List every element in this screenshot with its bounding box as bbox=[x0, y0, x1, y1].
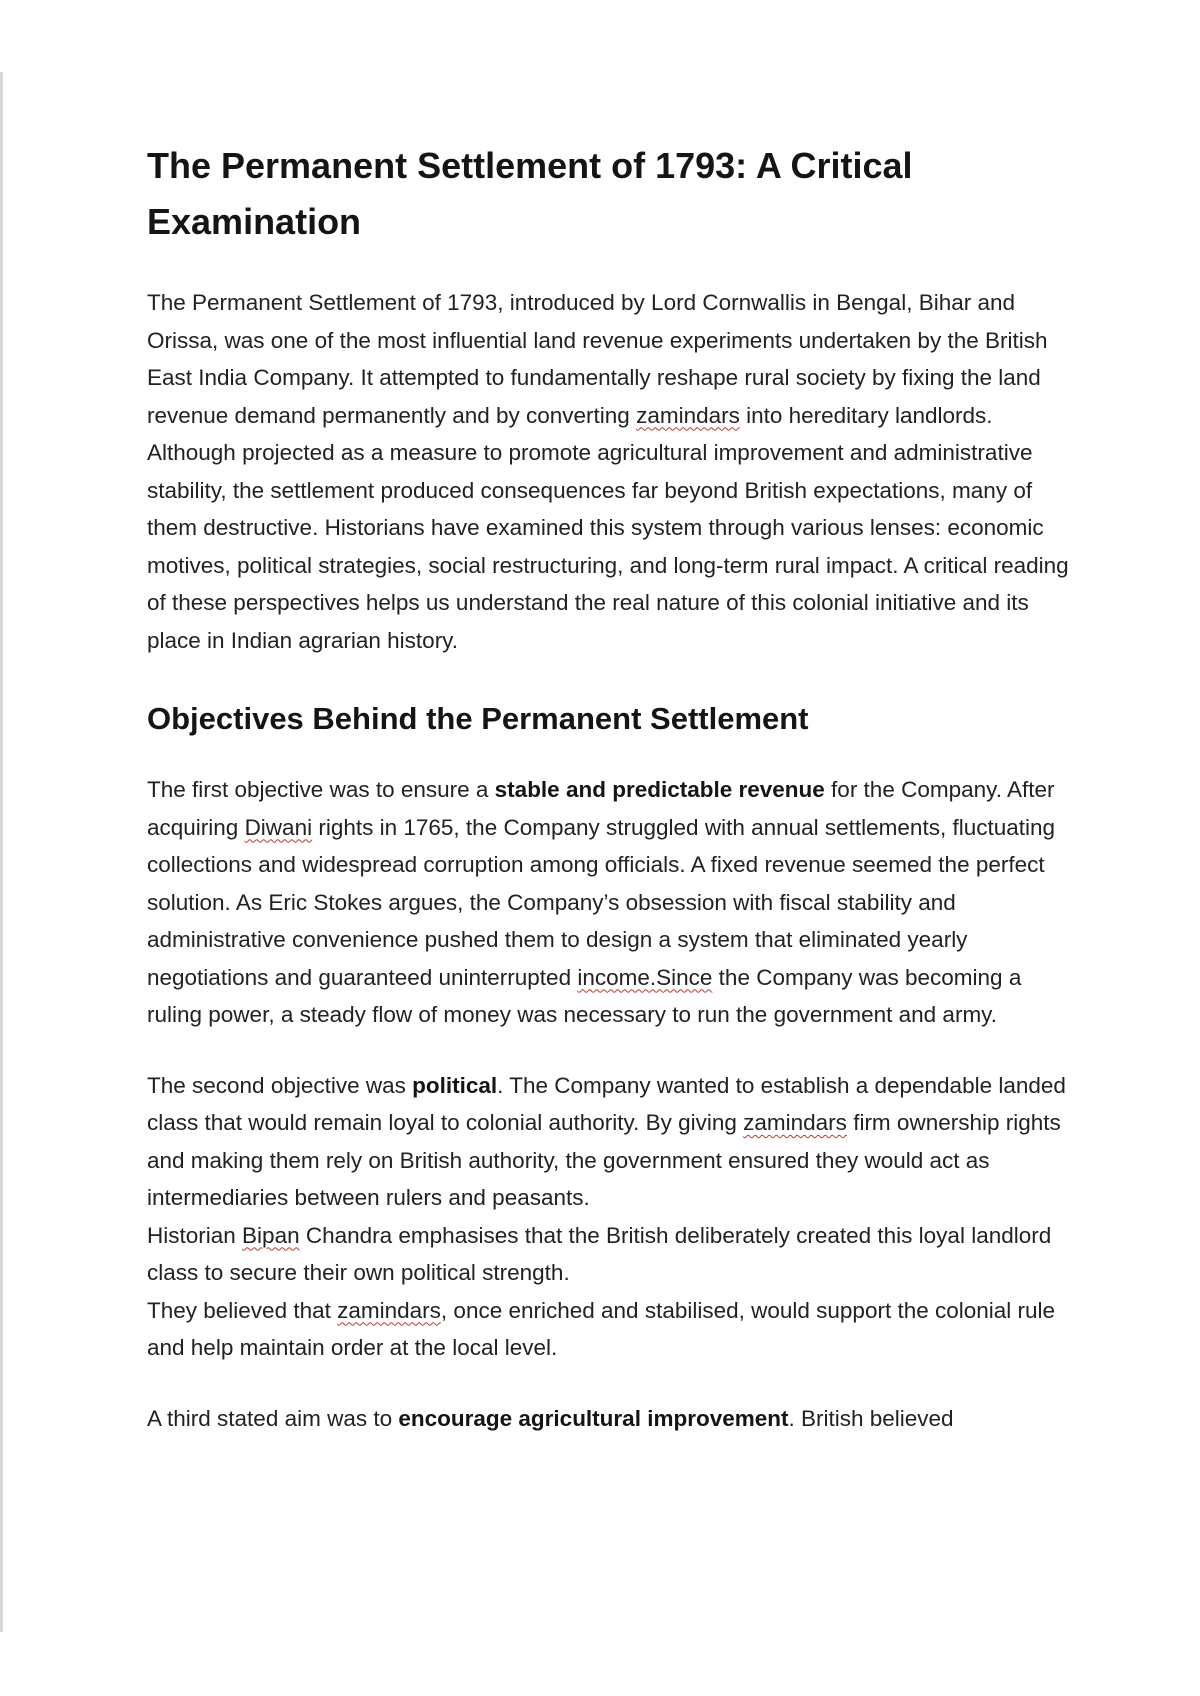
text-run: for the Company. After acquiring bbox=[147, 777, 1055, 840]
text-run: , once enriched and stabilised, would support the colonial rule and help maintain order at the local level. bbox=[147, 1297, 1056, 1360]
text-run: rights in 1765, the Company struggled with annual settlements, fluctuating collections and widespread corruption among officials. A fixed revenue seemed the perfect solution. As Eric Stokes argues, the Company’s obsession with fiscal stability and administrative convenience pushed them to design a system that eliminated yearly negotiations and guaranteed uninterrupted bbox=[147, 814, 1056, 990]
text-run: . The Company wanted to establish a dependable landed class that would remain loyal to colonial authority. By giving bbox=[147, 1072, 1066, 1135]
text-run: The second objective was bbox=[147, 1072, 413, 1098]
bold-phrase: encourage agricultural improvement bbox=[398, 1405, 789, 1431]
text-run: The Permanent Settlement of 1793, introduced by Lord Cornwallis in Bengal, Bihar and Orissa, was one of the most influential land revenue experiments undertaken by the British East India Company. It attempted to fundamentally reshape rural society by fixing the land revenue demand permanently and by converting bbox=[147, 290, 1048, 428]
text-run: The first objective was to ensure a bbox=[147, 777, 495, 802]
section-heading-objectives: Objectives Behind the Permanent Settlement bbox=[147, 701, 809, 736]
objective-paragraph-3[interactable] bbox=[147, 1400, 1077, 1438]
text-run: into hereditary landlords. Although projected as a measure to promote agricultural improvement and administrative stability, the settlement produced consequences far beyond British expectations, many of them destructive. Historians have examined this system through various lenses: economic motives, political strategies, social restructuring, and long-term rural impact. A critical reading of these perspectives helps us understand the real nature of this colonial initiative and its place in Indian agrarian history. bbox=[147, 402, 1069, 653]
bold-phrase: stable and predictable revenue bbox=[494, 777, 825, 802]
text-run: They believed that bbox=[147, 1297, 338, 1323]
spelling-flag-zamindars[interactable]: zamindars bbox=[636, 402, 740, 428]
intro-paragraph[interactable] bbox=[147, 284, 1077, 659]
objective-paragraph-1[interactable] bbox=[147, 771, 1077, 1034]
spelling-flag-zamindars[interactable]: zamindars bbox=[337, 1297, 441, 1323]
spelling-flag-bipan[interactable]: Bipan bbox=[242, 1222, 300, 1248]
document-page bbox=[147, 138, 1077, 1437]
document-title: The Permanent Settlement of 1793: A Critical Examination bbox=[147, 145, 913, 242]
text-run: Chandra emphasises that the British deliberately created this loyal landlord class to secure their own political strength. bbox=[147, 1222, 1052, 1285]
objective-paragraph-2[interactable] bbox=[147, 1067, 1077, 1367]
page-left-edge bbox=[0, 72, 3, 1632]
text-run: firm ownership rights and making them rely on British authority, the government ensured they would act as intermediaries between rulers and peasants. bbox=[147, 1110, 1061, 1210]
text-run: . British believed bbox=[788, 1405, 954, 1431]
text-run: A third stated aim was to bbox=[147, 1405, 399, 1431]
bold-phrase: political bbox=[412, 1072, 498, 1098]
text-run: the Company was becoming a ruling power, a steady flow of money was necessary to run the government and army. bbox=[147, 964, 1022, 1027]
text-run: Historian bbox=[147, 1222, 243, 1248]
spelling-flag-zamindars[interactable]: zamindars bbox=[743, 1110, 847, 1135]
spelling-flag-income-since[interactable]: income.Since bbox=[577, 964, 713, 990]
spelling-flag-diwani[interactable]: Diwani bbox=[244, 814, 313, 840]
